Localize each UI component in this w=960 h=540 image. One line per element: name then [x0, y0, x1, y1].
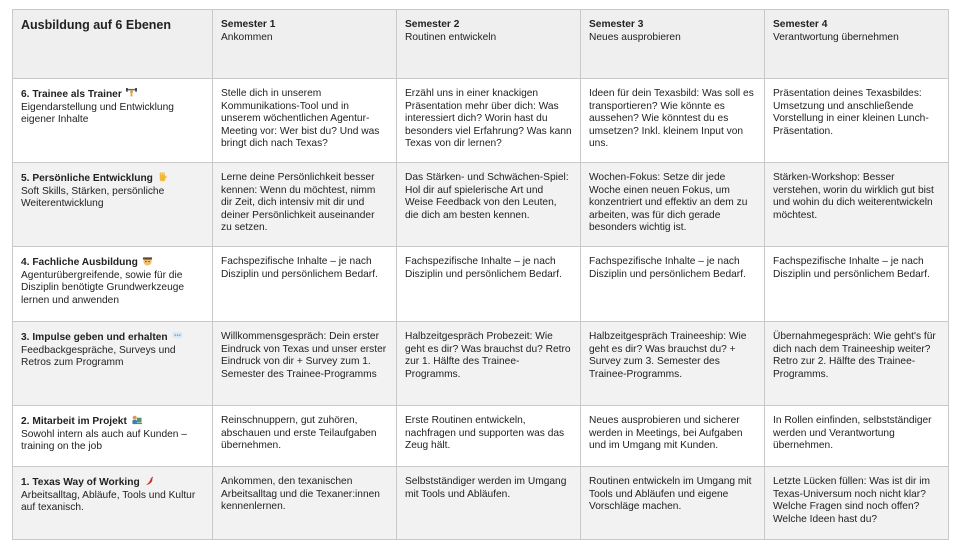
table-row	[13, 79, 949, 163]
training-table	[12, 9, 949, 540]
header-row	[13, 10, 949, 79]
semester-subtitle: Routinen entwickeln	[405, 31, 497, 43]
table-cell: Fachspezifische Inhalte – je nach Disziplin und persönlichem Bedarf.	[765, 247, 949, 322]
table-cell: Das Stärken- und Schwächen-Spiel: Hol dir auf spielerische Art und Weise Feedback von den Leuten, die dich am besten kennen.	[397, 163, 581, 247]
table-cell: Willkommensgespräch: Dein erster Eindruck von Texas und unser erster Eindruck von dir + Survey zum 1. Semester des Trainee-Programms	[213, 322, 397, 406]
level-title: 4. Fachliche Ausbildung	[21, 257, 138, 268]
table-cell: Fachspezifische Inhalte – je nach Disziplin und persönlichem Bedarf.	[397, 247, 581, 322]
semester-name: Semester 3	[589, 19, 644, 30]
table-cell: Fachspezifische Inhalte – je nach Disziplin und persönlichem Bedarf.	[581, 247, 765, 322]
level-title: 2. Mitarbeit im Projekt	[21, 416, 127, 427]
semester-subtitle: Neues ausprobieren	[589, 31, 681, 43]
level-description: Feedbackgespräche, Surveys und Retros zum Programm	[21, 344, 176, 369]
table-title: Ausbildung auf 6 Ebenen	[21, 18, 172, 32]
speech-bubble-icon	[172, 331, 183, 341]
table-cell: Erste Routinen entwickeln, nachfragen und supporten was das Zeug hält.	[397, 406, 581, 467]
level-description: Agenturübergreifende, sowie für die Disziplin benötigte Grundwerkzeuge lernen und anwenden	[21, 269, 185, 306]
table-row	[13, 163, 949, 247]
table-row	[13, 322, 949, 406]
table-cell: Wochen-Fokus: Setze dir jede Woche einen neuen Fokus, um konzentriert und effektiv an dem zu arbeiten, was für dich gerade besonders wichtig ist.	[581, 163, 765, 247]
level-title: 6. Trainee als Trainer	[21, 89, 122, 100]
table-cell: Lerne deine Persönlichkeit besser kennen: Wenn du möchtest, nimm dir Zeit, dich intensiv mit dir und deiner Persönlichkeit auseinander zu setzen.	[213, 163, 397, 247]
table-row	[13, 467, 949, 540]
semester-header-2	[397, 10, 581, 79]
raised-hand-icon	[157, 172, 168, 182]
level-description: Sowohl intern als auch auf Kunden – training on the job	[21, 428, 187, 453]
level-cell	[13, 247, 213, 322]
semester-subtitle: Verantwortung übernehmen	[773, 31, 899, 43]
semester-name: Semester 1	[221, 19, 276, 30]
person-at-computer-icon	[131, 415, 142, 425]
level-title: 5. Persönliche Entwicklung	[21, 173, 153, 184]
semester-header-4	[765, 10, 949, 79]
chili-pepper-icon	[144, 476, 155, 486]
table-cell: Stärken-Workshop: Besser verstehen, worin du wirklich gut bist und wohin du dich weiterentwickeln möchtest.	[765, 163, 949, 247]
table-cell: Reinschnuppern, gut zuhören, abschauen und erste Teilaufgaben übernehmen.	[213, 406, 397, 467]
table-container	[12, 9, 949, 540]
table-cell: Halbzeitgespräch Probezeit: Wie geht es dir? Was brauchst du? Retro zur 1. Hälfte des Trainee-Programms.	[397, 322, 581, 406]
level-cell	[13, 406, 213, 467]
table-row	[13, 247, 949, 322]
level-description: Soft Skills, Stärken, persönliche Weiterentwicklung	[21, 185, 165, 210]
level-title: 3. Impulse geben und erhalten	[21, 332, 168, 343]
semester-name: Semester 4	[773, 19, 828, 30]
level-cell	[13, 322, 213, 406]
weightlifter-icon	[126, 88, 137, 98]
level-cell	[13, 163, 213, 247]
corner-cell	[13, 10, 213, 79]
table-cell: Selbstständiger werden im Umgang mit Tools und Abläufen.	[397, 467, 581, 540]
table-cell: Neues ausprobieren und sicherer werden in Meetings, bei Aufgaben und im Umgang mit Kunden.	[581, 406, 765, 467]
semester-header-3	[581, 10, 765, 79]
semester-name: Semester 2	[405, 19, 460, 30]
level-description: Arbeitsalltag, Abläufe, Tools und Kultur auf texanisch.	[21, 489, 196, 514]
table-cell: Ideen für dein Texasbild: Was soll es transportieren? Wie könnte es aussehen? Wie könntest du es umsetzen? Inkl. kleinem Input von uns.	[581, 79, 765, 163]
table-cell: Übernahmegespräch: Wie geht's für dich nach dem Traineeship weiter? Retro zur 2. Hälfte des Trainee-Programms.	[765, 322, 949, 406]
table-cell: Ankommen, den texanischen Arbeitsalltag und die Texaner:innen kennenlernen.	[213, 467, 397, 540]
table-cell: Halbzeitgespräch Traineeship: Wie geht es dir? Was brauchst du? + Survey zum 3. Semester des Trainee-Programms.	[581, 322, 765, 406]
level-cell	[13, 467, 213, 540]
table-cell: Letzte Lücken füllen: Was ist dir im Texas-Universum noch nicht klar? Welche Fragen sind noch offen? Welche Ideen hast du?	[765, 467, 949, 540]
level-cell	[13, 79, 213, 163]
table-cell: Stelle dich in unserem Kommunikations-Tool und in unserem wöchentlichen Agentur-Meeting vor: Wer bist du? Und was bringt dich nach Texas?	[213, 79, 397, 163]
level-title: 1. Texas Way of Working	[21, 477, 140, 488]
table-cell: Fachspezifische Inhalte – je nach Disziplin und persönlichem Bedarf.	[213, 247, 397, 322]
table-cell: In Rollen einfinden, selbstständiger werden und Verantwortung übernehmen.	[765, 406, 949, 467]
student-face-icon	[142, 256, 153, 266]
table-cell: Erzähl uns in einer knackigen Präsentation mehr über dich: Was interessiert dich? Worin hast du besonders viel Erfahrung? Was kann Texas von dir lernen?	[397, 79, 581, 163]
table-cell: Präsentation deines Texasbildes: Umsetzung und anschließende Vorstellung in einer kleinen Lunch-Präsentation.	[765, 79, 949, 163]
semester-header-1	[213, 10, 397, 79]
semester-subtitle: Ankommen	[221, 31, 273, 43]
table-row	[13, 406, 949, 467]
table-cell: Routinen entwickeln im Umgang mit Tools und Abläufen und eigene Vorschläge machen.	[581, 467, 765, 540]
level-description: Eigendarstellung und Entwicklung eigener Inhalte	[21, 101, 174, 126]
